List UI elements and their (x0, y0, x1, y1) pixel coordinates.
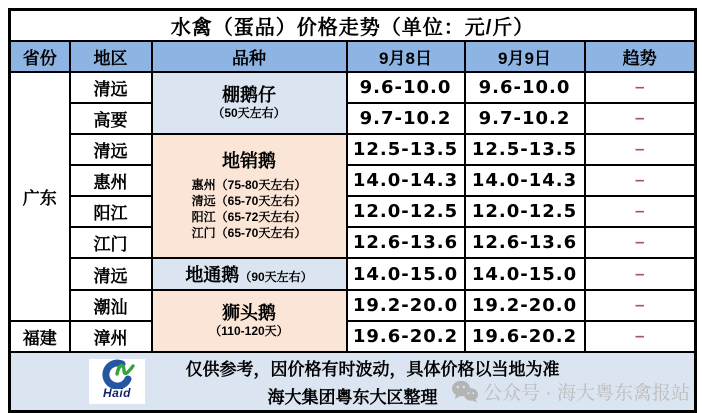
trend-cell (585, 290, 696, 321)
table-row (10, 258, 696, 290)
breed-age-note: 清远（65-70天左右） (191, 194, 307, 209)
price-day1-cell: 19.6-20.2 (347, 321, 465, 352)
price-day2-cell: 19.6-20.2 (465, 321, 585, 352)
price-day2-cell: 12.6-13.6 (465, 227, 585, 258)
price-day2-cell: 12.5-13.5 (465, 134, 585, 165)
province-cell-fujian: 福建 (10, 321, 70, 352)
col-header-region: 地区 (70, 41, 152, 72)
table-row (10, 103, 696, 134)
region-cell: 江门 (70, 227, 152, 258)
breed-cell-pengezai (152, 72, 347, 134)
breed-age-note: （90天左右） (239, 270, 313, 284)
trend-dash: – (635, 170, 645, 189)
col-header-province: 省份 (10, 41, 70, 72)
price-day1-cell: 14.0-14.3 (347, 165, 465, 196)
breed-name: 狮头鹅 (222, 302, 276, 323)
breed-name: 棚鹅仔 (222, 84, 276, 105)
footer-source: 海大集团粤东大区整理 (267, 388, 438, 407)
region-cell: 阳江 (70, 196, 152, 227)
breed-age-note: 江门（65-70天左右） (191, 226, 307, 241)
breed-age-note: 阳江（65-72天左右） (191, 210, 307, 225)
trend-dash: – (635, 232, 645, 251)
trend-dash: – (635, 139, 645, 158)
watermark-text: 公众号 · 海大粤东禽报站 (483, 383, 690, 404)
region-cell: 清远 (70, 258, 152, 290)
col-header-day1: 9月8日 (347, 41, 465, 72)
region-cell: 惠州 (70, 165, 152, 196)
breed-name: 地通鹅 (185, 265, 240, 285)
page-title: 水禽（蛋品）价格走势（单位：元/斤） (10, 10, 696, 42)
trend-cell (585, 165, 696, 196)
table-row (10, 165, 696, 196)
watermark (451, 378, 690, 405)
breed-cell-ditong (152, 258, 347, 290)
region-cell: 高要 (70, 103, 152, 134)
trend-cell (585, 196, 696, 227)
col-header-trend: 趋势 (585, 41, 696, 72)
trend-cell (585, 72, 696, 103)
trend-dash: – (635, 201, 645, 220)
trend-dash: – (635, 326, 645, 345)
price-day2-cell: 9.6-10.0 (465, 72, 585, 103)
footer (10, 352, 696, 412)
breed-age-note: 惠州（75-80天左右） (191, 177, 307, 192)
price-table (8, 8, 697, 413)
price-day1-cell: 12.5-13.5 (347, 134, 465, 165)
footer-content (11, 353, 694, 410)
region-cell: 漳州 (70, 321, 152, 352)
price-day1-cell: 9.7-10.2 (347, 103, 465, 134)
footer-disclaimer: 仅供参考，因价格有时波动，具体价格以当地为准 (185, 360, 560, 379)
table-row (10, 134, 696, 165)
title-row (10, 10, 696, 42)
table-row (10, 227, 696, 258)
haid-logo-text: Haid (102, 386, 131, 400)
col-header-breed: 品种 (152, 41, 347, 72)
trend-dash: – (635, 295, 645, 314)
region-cell: 清远 (70, 72, 152, 103)
table-row (10, 321, 696, 352)
trend-cell (585, 227, 696, 258)
region-cell: 潮汕 (70, 290, 152, 321)
breed-age-note: （110-120天） (209, 324, 289, 339)
price-day2-cell: 14.0-15.0 (465, 258, 585, 290)
breed-cell-dixiao (152, 134, 347, 258)
region-cell: 清远 (70, 134, 152, 165)
price-sheet (8, 8, 697, 413)
province-cell-guangdong: 广东 (10, 72, 70, 321)
footer-row (10, 352, 696, 412)
trend-dash: – (635, 77, 645, 96)
wechat-icon (451, 380, 479, 403)
breed-name: 地销鹅 (222, 151, 276, 172)
price-day2-cell: 19.2-20.0 (465, 290, 585, 321)
table-row (10, 290, 696, 321)
breed-cell-shitou (152, 290, 347, 352)
price-day1-cell: 14.0-15.0 (347, 258, 465, 290)
breed-age-note: （50天左右） (212, 106, 286, 121)
trend-cell (585, 258, 696, 290)
trend-cell (585, 134, 696, 165)
table-row (10, 72, 696, 103)
price-day2-cell: 9.7-10.2 (465, 103, 585, 134)
table-row (10, 196, 696, 227)
col-header-day2: 9月9日 (465, 41, 585, 72)
price-day1-cell: 12.6-13.6 (347, 227, 465, 258)
trend-cell (585, 321, 696, 352)
price-day2-cell: 14.0-14.3 (465, 165, 585, 196)
trend-cell (585, 103, 696, 134)
header-row (10, 41, 696, 72)
price-day1-cell: 19.2-20.0 (347, 290, 465, 321)
trend-dash: – (635, 263, 645, 283)
price-day1-cell: 9.6-10.0 (347, 72, 465, 103)
price-day1-cell: 12.0-12.5 (347, 196, 465, 227)
trend-dash: – (635, 108, 645, 127)
breed-age-notes (153, 177, 346, 242)
price-day2-cell: 12.0-12.5 (465, 196, 585, 227)
